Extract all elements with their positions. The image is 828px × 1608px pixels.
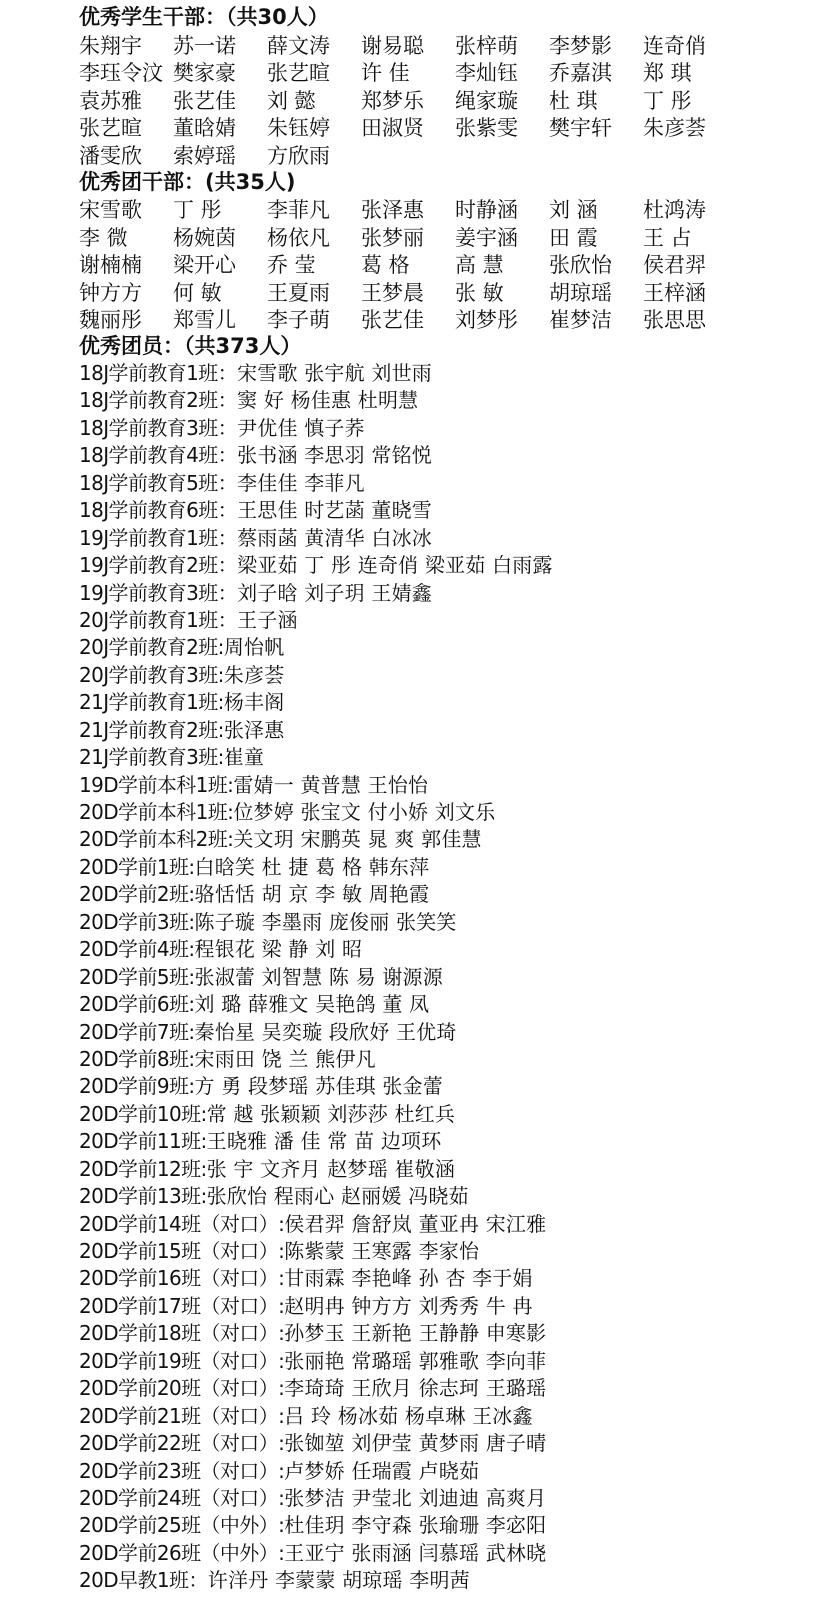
member-names: 许洋丹 李蒙蒙 胡琼瑶 李明茜 xyxy=(207,1568,470,1593)
class-name: 20D学前8班: xyxy=(79,1046,195,1071)
names-row xyxy=(79,196,819,224)
class-entry-row xyxy=(79,1540,819,1567)
class-entry-row xyxy=(79,1265,819,1292)
class-entry-row xyxy=(79,1485,819,1512)
person-name: 魏丽彤 xyxy=(79,308,142,333)
class-entry-row xyxy=(79,1128,819,1155)
class-entry-row xyxy=(79,387,819,414)
class-name: 20D学前15班（对口）: xyxy=(79,1239,285,1263)
person-name: 连奇俏 xyxy=(643,33,706,58)
class-name: 20D学前22班（对口）: xyxy=(79,1431,285,1456)
class-entry-row xyxy=(79,854,819,881)
member-names: 卢梦娇 任瑞霞 卢晓茹 xyxy=(284,1458,480,1483)
member-names: 尹优佳 慎子荞 xyxy=(237,415,365,440)
names-row xyxy=(79,86,819,114)
person-name: 丁 彤 xyxy=(643,88,692,113)
class-name: 20J学前教育1班： xyxy=(79,607,238,632)
member-names: 陈紫蒙 王寒露 李家怡 xyxy=(284,1239,480,1263)
person-name: 郑雪儿 xyxy=(173,308,236,333)
names-row xyxy=(79,278,819,306)
member-names: 秦怡星 吴奕璇 段欣妤 王优琦 xyxy=(194,1019,457,1044)
class-name: 18J学前教育2班： xyxy=(79,388,238,413)
class-entry-row xyxy=(79,1073,819,1100)
person-name: 杨婉茵 xyxy=(173,225,236,250)
person-name: 朱翔宇 xyxy=(79,33,142,58)
class-entry-row xyxy=(79,442,819,469)
member-names: 孙梦玉 王新艳 王静静 申寒影 xyxy=(284,1321,547,1346)
person-name: 刘 涵 xyxy=(549,198,598,223)
person-name: 李子萌 xyxy=(267,308,330,333)
class-entry-row xyxy=(79,881,819,908)
member-names: 雷婧一 黄普慧 王怡怡 xyxy=(233,772,429,797)
class-entry-row xyxy=(79,415,819,442)
person-name: 张紫雯 xyxy=(455,116,518,141)
class-name: 18J学前教育1班： xyxy=(79,361,238,385)
member-names: 张欣怡 程雨心 赵丽媛 冯晓茹 xyxy=(206,1184,469,1209)
class-entry-row xyxy=(79,936,819,963)
person-name: 郑 琪 xyxy=(643,61,692,86)
member-names: 侯君羿 詹舒岚 董亚冉 宋江雅 xyxy=(284,1211,547,1236)
person-name: 朱彦荟 xyxy=(643,116,706,141)
person-name: 刘梦彤 xyxy=(455,308,518,333)
person-name: 张泽惠 xyxy=(361,198,424,223)
person-name: 索婷瑶 xyxy=(173,143,236,168)
class-name: 20D学前5班: xyxy=(79,964,195,989)
league-members-list xyxy=(79,360,819,1595)
member-names: 张 宇 文齐月 赵梦瑶 崔敬涵 xyxy=(206,1156,456,1181)
class-name: 20D学前本科1班: xyxy=(79,800,234,824)
class-name: 20D学前25班（中外）: xyxy=(79,1513,285,1538)
person-name: 李梦影 xyxy=(549,33,612,58)
member-names: 王亚宁 张雨涵 闫慕瑶 武林晓 xyxy=(284,1540,547,1565)
class-name: 20D学前3班: xyxy=(79,909,195,934)
person-name: 丁 彤 xyxy=(173,198,222,223)
class-entry-row xyxy=(79,634,819,661)
class-name: 19J学前教育2班： xyxy=(79,553,238,578)
person-name: 李菲凡 xyxy=(267,198,330,223)
person-name: 张 敏 xyxy=(455,280,504,305)
member-names: 杜佳玥 李守森 张瑜珊 李宓阳 xyxy=(284,1513,547,1538)
person-name: 谢楠楠 xyxy=(79,253,142,278)
class-entry-row xyxy=(79,552,819,579)
person-name: 樊家豪 xyxy=(173,61,236,86)
class-entry-row xyxy=(79,1238,819,1265)
member-names: 位梦婷 张宝文 付小娇 刘文乐 xyxy=(233,800,496,824)
class-name: 20D学前1班: xyxy=(79,854,195,879)
person-name: 张梓萌 xyxy=(455,33,518,58)
class-name: 20D学前26班（中外）: xyxy=(79,1540,285,1565)
person-name: 王夏雨 xyxy=(267,280,330,305)
person-name: 乔 莹 xyxy=(267,253,316,278)
member-names: 朱彦荟 xyxy=(223,662,285,687)
names-row xyxy=(79,251,819,279)
person-name: 方欣雨 xyxy=(267,143,330,168)
person-name: 杜 琪 xyxy=(549,88,598,113)
class-name: 20D早教1班： xyxy=(79,1568,208,1593)
member-names: 方 勇 段梦瑶 苏佳琪 张金蕾 xyxy=(194,1074,443,1099)
person-name: 张艺佳 xyxy=(361,308,424,333)
class-name: 20D学前11班: xyxy=(79,1129,207,1154)
class-name: 20D学前本科2班: xyxy=(79,827,234,852)
member-names: 张丽艳 常璐瑶 郭雅歌 李向菲 xyxy=(284,1348,547,1373)
league-cadres-names xyxy=(79,196,819,334)
person-name: 宋雪歌 xyxy=(79,198,142,223)
class-name: 20D学前12班: xyxy=(79,1156,207,1181)
member-names: 骆恬恬 胡 京 李 敏 周艳霞 xyxy=(194,882,430,907)
member-names: 李佳佳 李菲凡 xyxy=(237,470,365,495)
student-cadres-names xyxy=(79,31,819,169)
member-names: 关文玥 宋鹏英 晁 爽 郭佳慧 xyxy=(233,827,482,852)
class-name: 20D学前7班: xyxy=(79,1019,195,1044)
class-name: 19J学前教育1班： xyxy=(79,525,238,550)
member-names: 张淑蕾 刘智慧 陈 易 谢源源 xyxy=(194,964,443,989)
member-names: 张书涵 李思羽 常铭悦 xyxy=(237,443,432,468)
class-entry-row xyxy=(79,360,819,387)
person-name: 潘雯欣 xyxy=(79,143,142,168)
person-name: 朱钰婷 xyxy=(267,116,330,141)
class-name: 20D学前9班: xyxy=(79,1074,195,1099)
class-entry-row xyxy=(79,909,819,936)
member-names: 刘子晗 刘子玥 王婧鑫 xyxy=(237,580,432,605)
class-entry-row xyxy=(79,799,819,826)
person-name: 张艺佳 xyxy=(173,88,236,113)
member-names: 刘 璐 薛雅文 吴艳鸽 董 凤 xyxy=(194,992,430,1017)
class-entry-row xyxy=(79,1019,819,1046)
class-name: 20D学前20班（对口）: xyxy=(79,1376,285,1401)
class-entry-row xyxy=(79,1567,819,1594)
person-name: 张梦丽 xyxy=(361,225,424,250)
class-entry-row xyxy=(79,1046,819,1073)
class-name: 20D学前16班（对口）: xyxy=(79,1266,285,1291)
class-entry-row xyxy=(79,964,819,991)
member-names: 赵明冉 钟方方 刘秀秀 牛 冉 xyxy=(284,1293,533,1318)
class-entry-row xyxy=(79,1430,819,1457)
class-name: 20D学前19班（对口）: xyxy=(79,1348,285,1373)
person-name: 李 微 xyxy=(79,225,128,250)
class-entry-row xyxy=(79,689,819,716)
person-name: 张思思 xyxy=(643,308,706,333)
class-entry-row xyxy=(79,1320,819,1347)
class-entry-row xyxy=(79,607,819,634)
person-name: 张艺暄 xyxy=(79,116,142,141)
person-name: 田 霞 xyxy=(549,225,598,250)
class-name: 20D学前4班: xyxy=(79,937,195,962)
member-names: 崔童 xyxy=(223,745,265,770)
class-entry-row xyxy=(79,1293,819,1320)
class-name: 20D学前23班（对口）: xyxy=(79,1458,285,1483)
class-name: 20D学前21班（对口）: xyxy=(79,1403,285,1428)
member-names: 王晓雅 潘 佳 常 苗 边项环 xyxy=(206,1129,442,1154)
class-entry-row xyxy=(79,1403,819,1430)
person-name: 时静涵 xyxy=(455,198,518,223)
person-name: 杨依凡 xyxy=(267,225,330,250)
person-name: 杜鸿涛 xyxy=(643,198,706,223)
class-name: 21J学前教育2班: xyxy=(79,717,224,742)
member-names: 蔡雨菡 黄清华 白冰冰 xyxy=(237,525,432,550)
person-name: 高 慧 xyxy=(455,253,504,278)
person-name: 何 敏 xyxy=(173,280,222,305)
member-names: 吕 玲 杨冰茹 杨卓琳 王冰鑫 xyxy=(284,1403,533,1428)
class-entry-row xyxy=(79,1512,819,1539)
member-names: 张泽惠 xyxy=(223,717,285,742)
class-entry-row xyxy=(79,497,819,524)
class-entry-row xyxy=(79,1156,819,1183)
class-name: 18J学前教育4班： xyxy=(79,443,238,468)
class-name: 18J学前教育3班： xyxy=(79,415,238,440)
person-name: 钟方方 xyxy=(79,280,142,305)
class-entry-row xyxy=(79,1211,819,1238)
member-names: 白晗笑 杜 捷 葛 格 韩东萍 xyxy=(194,854,430,879)
class-name: 20D学前6班: xyxy=(79,992,195,1017)
names-row xyxy=(79,306,819,334)
class-entry-row xyxy=(79,717,819,744)
person-name: 王梓涵 xyxy=(643,280,706,305)
class-name: 20J学前教育3班: xyxy=(79,662,224,687)
section-heading-student-cadres: 优秀学生干部：（共30人） xyxy=(79,5,329,29)
member-names: 程银花 梁 静 刘 昭 xyxy=(194,937,363,962)
names-row xyxy=(79,141,819,169)
names-row xyxy=(79,31,819,59)
person-name: 许 佳 xyxy=(361,61,410,86)
person-name: 郑梦乐 xyxy=(361,88,424,113)
member-names: 李琦琦 王欣月 徐志珂 王璐瑶 xyxy=(284,1376,547,1401)
person-name: 梁开心 xyxy=(173,253,236,278)
person-name: 张艺暄 xyxy=(267,61,330,86)
person-name: 田淑贤 xyxy=(361,116,424,141)
person-name: 王 占 xyxy=(643,225,692,250)
member-names: 梁亚茹 丁 彤 连奇俏 梁亚茹 白雨露 xyxy=(237,553,553,578)
person-name: 胡琼瑶 xyxy=(549,280,612,305)
class-entry-row xyxy=(79,580,819,607)
class-entry-row xyxy=(79,1375,819,1402)
person-name: 苏一诺 xyxy=(173,33,236,58)
person-name: 姜宇涵 xyxy=(455,225,518,250)
class-name: 20J学前教育2班: xyxy=(79,635,224,660)
person-name: 李灿钰 xyxy=(455,61,518,86)
class-entry-row xyxy=(79,525,819,552)
class-entry-row xyxy=(79,1348,819,1375)
class-name: 20D学前17班（对口）: xyxy=(79,1293,285,1318)
member-names: 杨丰阁 xyxy=(223,690,285,715)
honor-list-document xyxy=(79,4,819,1595)
member-names: 宋雨田 饶 兰 熊伊凡 xyxy=(194,1046,376,1071)
class-name: 18J学前教育5班： xyxy=(79,470,238,495)
class-name: 20D学前13班: xyxy=(79,1184,207,1209)
class-entry-row xyxy=(79,1183,819,1210)
class-name: 20D学前18班（对口）: xyxy=(79,1321,285,1346)
person-name: 刘 懿 xyxy=(267,88,316,113)
member-names: 陈子璇 李墨雨 庞俊丽 张笑笑 xyxy=(194,909,457,934)
class-name: 21J学前教育1班: xyxy=(79,690,224,715)
person-name: 崔梦洁 xyxy=(549,308,612,333)
member-names: 宋雪歌 张宇航 刘世雨 xyxy=(237,361,432,385)
person-name: 葛 格 xyxy=(361,253,410,278)
class-entry-row xyxy=(79,772,819,799)
section-heading-league-cadres: 优秀团干部：(共35人) xyxy=(79,169,296,194)
class-name: 20D学前24班（对口）: xyxy=(79,1485,285,1510)
person-name: 董晗婧 xyxy=(173,116,236,141)
class-name: 20D学前2班: xyxy=(79,882,195,907)
person-name: 乔嘉淇 xyxy=(549,61,612,86)
names-row xyxy=(79,114,819,142)
section-heading-league-members: 优秀团员：（共373人） xyxy=(79,334,302,358)
person-name: 李珏令汶 xyxy=(79,61,163,86)
person-name: 谢易聪 xyxy=(361,33,424,58)
member-names: 张铷堃 刘伊莹 黄梦雨 唐子晴 xyxy=(284,1431,547,1456)
class-entry-row xyxy=(79,1101,819,1128)
names-row xyxy=(79,59,819,87)
person-name: 王梦晨 xyxy=(361,280,424,305)
class-entry-row xyxy=(79,662,819,689)
class-entry-row xyxy=(79,470,819,497)
member-names: 周怡帆 xyxy=(223,635,285,660)
class-name: 20D学前14班（对口）: xyxy=(79,1211,285,1236)
names-row xyxy=(79,223,819,251)
member-names: 窦 好 杨佳惠 杜明慧 xyxy=(237,388,419,413)
member-names: 常 越 张颖颖 刘莎莎 杜红兵 xyxy=(206,1101,456,1126)
member-names: 王思佳 时艺菡 董晓雪 xyxy=(237,498,432,523)
person-name: 薛文涛 xyxy=(267,33,330,58)
class-entry-row xyxy=(79,826,819,853)
person-name: 樊宇轩 xyxy=(549,116,612,141)
class-name: 19D学前本科1班: xyxy=(79,772,234,797)
class-name: 21J学前教育3班: xyxy=(79,745,224,770)
person-name: 绳家璇 xyxy=(455,88,518,113)
class-entry-row xyxy=(79,744,819,771)
class-name: 20D学前10班: xyxy=(79,1101,207,1126)
person-name: 侯君羿 xyxy=(643,253,706,278)
class-name: 18J学前教育6班： xyxy=(79,498,238,523)
person-name: 袁苏雅 xyxy=(79,88,142,113)
member-names: 王子涵 xyxy=(237,607,298,632)
member-names: 甘雨霖 李艳峰 孙 杏 李于娟 xyxy=(284,1266,533,1291)
class-entry-row xyxy=(79,1458,819,1485)
class-name: 19J学前教育3班： xyxy=(79,580,238,605)
member-names: 张梦洁 尹莹北 刘迪迪 高爽月 xyxy=(284,1485,547,1510)
person-name: 张欣怡 xyxy=(549,253,612,278)
class-entry-row xyxy=(79,991,819,1018)
